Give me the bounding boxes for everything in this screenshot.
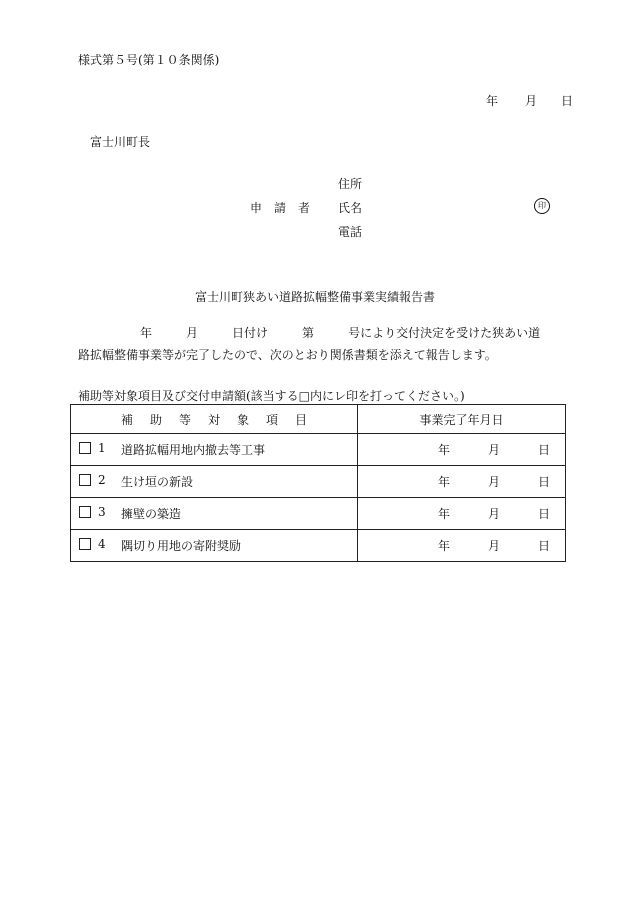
body-dai: 第 bbox=[302, 326, 315, 340]
month-label: 月 bbox=[488, 443, 501, 457]
date-day-label: 日 bbox=[561, 94, 574, 108]
document-title: 富士川町狭あい道路拡幅整備事業実績報告書 bbox=[194, 290, 435, 304]
item-cell bbox=[71, 466, 358, 498]
addressee: 富士川町長 bbox=[90, 135, 151, 149]
body-dated: 日付け bbox=[232, 326, 269, 340]
item-cell bbox=[71, 434, 358, 466]
form-number: 様式第５号(第１０条関係) bbox=[78, 53, 220, 67]
item-number: 4 bbox=[98, 537, 106, 551]
item-number: 1 bbox=[98, 441, 106, 455]
completion-date-cell[interactable] bbox=[358, 530, 566, 562]
date-month-label: 月 bbox=[525, 94, 538, 108]
completion-date-cell[interactable] bbox=[358, 434, 566, 466]
items-table bbox=[70, 404, 566, 562]
table-header-row bbox=[71, 405, 566, 434]
day-label: 日 bbox=[538, 507, 551, 521]
completion-date-cell[interactable] bbox=[358, 466, 566, 498]
item-label: 道路拡幅用地内撤去等工事 bbox=[121, 443, 266, 457]
body-paragraph-line-1 bbox=[78, 325, 573, 341]
year-label: 年 bbox=[438, 539, 451, 553]
month-label: 月 bbox=[488, 507, 501, 521]
year-label: 年 bbox=[438, 475, 451, 489]
item-cell bbox=[71, 530, 358, 562]
item-number: 2 bbox=[98, 473, 106, 487]
day-label: 日 bbox=[538, 539, 551, 553]
table-row bbox=[71, 434, 566, 466]
body-month: 月 bbox=[186, 326, 199, 340]
phone-label: 電話 bbox=[338, 225, 363, 239]
table-row bbox=[71, 466, 566, 498]
body-paragraph-line-2: 路拡幅整備事業等が完了したので、次のとおり関係書類を添えて報告します。 bbox=[78, 348, 497, 362]
applicant-label: 申請者 bbox=[250, 201, 323, 215]
checkbox[interactable] bbox=[79, 506, 91, 518]
date-year-label: 年 bbox=[486, 94, 499, 108]
month-label: 月 bbox=[488, 475, 501, 489]
table-row bbox=[71, 498, 566, 530]
checkbox[interactable] bbox=[79, 474, 91, 486]
day-label: 日 bbox=[538, 475, 551, 489]
header-date: 事業完了年月日 bbox=[358, 405, 566, 434]
month-label: 月 bbox=[488, 539, 501, 553]
address-label: 住所 bbox=[338, 177, 363, 191]
year-label: 年 bbox=[438, 507, 451, 521]
checkbox[interactable] bbox=[79, 538, 91, 550]
item-label: 擁壁の築造 bbox=[121, 507, 182, 521]
body-year: 年 bbox=[140, 326, 153, 340]
table-row bbox=[71, 530, 566, 562]
year-label: 年 bbox=[438, 443, 451, 457]
item-number: 3 bbox=[98, 505, 106, 519]
seal-mark: 印 bbox=[534, 198, 550, 214]
checklist-caption: 補助等対象項目及び交付申請額(該当する□内にレ印を打ってください。) bbox=[78, 389, 465, 403]
checkbox[interactable] bbox=[79, 442, 91, 454]
header-item: 補助等対象項目 bbox=[71, 405, 358, 434]
name-label: 氏名 bbox=[338, 201, 363, 215]
body-line1-rest: 号により交付決定を受けた狭あい道 bbox=[348, 326, 541, 340]
day-label: 日 bbox=[538, 443, 551, 457]
item-label: 生け垣の新設 bbox=[121, 475, 194, 489]
item-label: 隅切り用地の寄附奨励 bbox=[121, 539, 242, 553]
item-cell bbox=[71, 498, 358, 530]
completion-date-cell[interactable] bbox=[358, 498, 566, 530]
